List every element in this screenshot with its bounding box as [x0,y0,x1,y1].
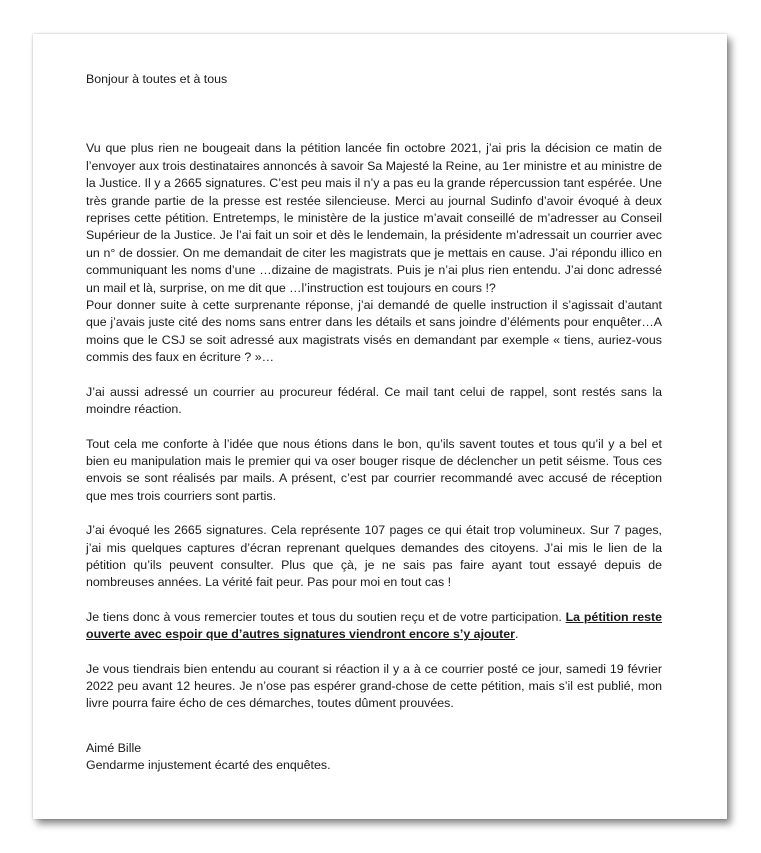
paragraph-instruction-question: Pour donner suite à cette surprenante réponse, j’ai demandé de quelle instruction il s’agissait d’autant que j’avais juste cité des noms sans entrer dans les détails et sans joindre d’éléments pour enquêter…A moins que le CSJ se soit adressé aux magistrats visés en demandant par exemple « tiens, auriez-vous commis des faux en écriture ? »… [86,298,662,365]
paragraph-thanks [86,609,662,644]
signature-block [86,740,662,775]
thanks-text: Je tiens donc à vous remercier toutes et tous du soutien reçu et de votre participation. [86,609,566,624]
letter-body [86,71,662,775]
petition-open-emphasis: La pétition reste ouverte avec espoir que d’autres signatures viendront encore s’y ajouter [86,609,663,642]
signature-name: Aimé Bille [86,740,142,755]
document-page [33,34,727,819]
paragraph-federal-prosecutor: J’ai aussi adressé un courrier au procureur fédéral. Ce mail tant celui de rappel, sont restés sans la moindre réaction. [86,384,662,417]
greeting: Bonjour à toutes et à tous [86,72,228,86]
thanks-period: . [515,627,519,642]
paragraph-follow-up: Je vous tiendrais bien entendu au courant si réaction il y a à ce courrier posté ce jour, samedi 19 février 2022 peu avant 12 heures. Je n’ose pas espérer grand-chose de cette pétition, mais s’il est publié, mon livre pourra faire écho de ces démarches, toutes dûment prouvées. [86,661,662,711]
paragraph-signatures-pages: J’ai évoqué les 2665 signatures. Cela représente 107 pages ce qui était trop volumineux. Sur 7 pages, j’ai mis quelques captures d’écran reprenant quelques demandes des citoyens. J’ai mis le lien de la pétition qu’ils peuvent consulter. Plus que çà, je ne sais pas faire ayant tout essayé depuis de nombreuses années. La vérité fait peur. Pas pour moi en tout cas ! [86,523,662,590]
signature-title: Gendarme injustement écarté des enquêtes. [86,758,331,773]
paragraph-manipulation: Tout cela me conforte à l’idée que nous étions dans le bon, qu’ils savent toutes et tous qu’il y a bel et bien eu manipulation mais le premier qui va oser bouger risque de déclencher un petit séisme. Tous ces envois se sont réalisés par mails. A présent, c’est par courrier recommandé avec accusé de réception que mes trois courriers sont partis. [86,436,662,503]
paragraph-petition-sent: Vu que plus rien ne bougeait dans la pétition lancée fin octobre 2021, j’ai pris la décision ce matin de l’envoyer aux trois destinataires annoncés à savoir Sa Majesté la Reine, au 1er ministre et au ministre de la Justice. Il y a 2665 signatures. C’est peu mais il n’y a pas eu la grande répercussion tant espérée. Une très grande partie de la presse est restée silencieuse. Merci au journal Sudinfo d’avoir évoqué à deux reprises cette pétition. Entretemps, le ministère de la justice m’avait conseillé de m’adresser au Conseil Supérieur de la Justice. Je l’ai fait un soir et dès le lendemain, la présidente m’adressait un courrier avec un n° de dossier. On me demandait de citer les magistrats que je mettais en cause. J’ai répondu illico en communiquant les noms d’une …dizaine de magistrats. Puis je n’ai plus rien entendu. J’ai donc adressé un mail et là, surprise, on me dit que …l’instruction est toujours en cours !? [86,141,662,295]
